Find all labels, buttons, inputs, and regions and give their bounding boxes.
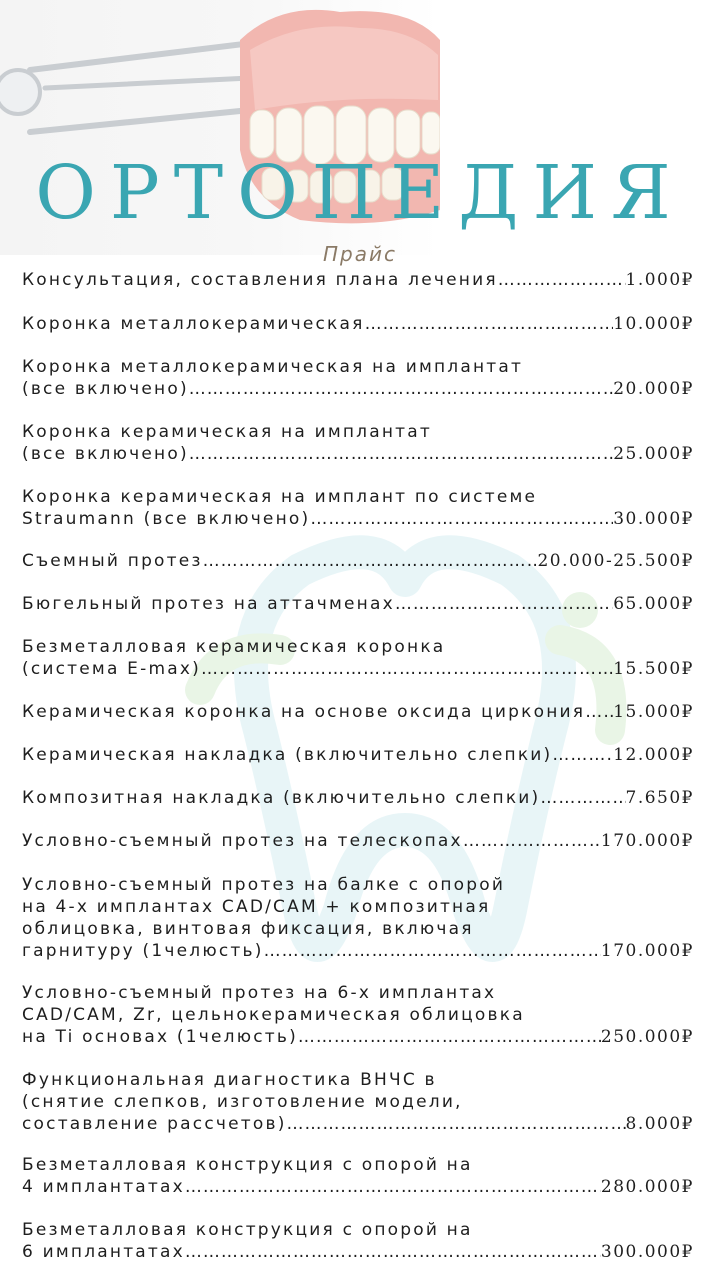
price-item bbox=[22, 313, 694, 335]
price-item-last-line bbox=[22, 313, 694, 335]
service-name: Безметалловая керамическая коронка bbox=[22, 637, 446, 657]
service-name: CAD/CAM, Zr, цельнокерамическая облицовка bbox=[22, 1005, 525, 1025]
price-item-last-line bbox=[22, 658, 694, 680]
price-item-last-line bbox=[22, 940, 694, 962]
price-item-line bbox=[22, 486, 694, 508]
service-name: Коронка керамическая на имплант по системе bbox=[22, 487, 538, 507]
dot-leader bbox=[189, 443, 613, 465]
service-name: гарнитуру (1челюсть) bbox=[22, 941, 264, 961]
price-item-line bbox=[22, 1219, 694, 1241]
price-item-last-line bbox=[22, 744, 694, 766]
service-name: Безметалловая конструкция с опорой на bbox=[22, 1155, 473, 1175]
dot-leader bbox=[498, 269, 626, 291]
service-name: Композитная накладка (включительно слепки) bbox=[22, 788, 541, 808]
service-price: 15.500₽ bbox=[613, 659, 694, 679]
service-name: (снятие слепков, изготовление модели, bbox=[22, 1092, 463, 1112]
dot-leader bbox=[201, 658, 613, 680]
price-item bbox=[22, 593, 694, 615]
service-name: Коронка металлокерамическая на имплантат bbox=[22, 357, 524, 377]
service-name: (система E-max) bbox=[22, 659, 201, 679]
dot-leader bbox=[585, 701, 613, 723]
price-item bbox=[22, 830, 694, 852]
price-item-last-line bbox=[22, 1113, 694, 1135]
dot-leader bbox=[185, 1176, 601, 1198]
service-name: Съемный протез bbox=[22, 551, 203, 571]
service-price: 170.000₽ bbox=[600, 831, 694, 851]
service-price: 30.000₽ bbox=[613, 509, 694, 529]
dot-leader bbox=[463, 830, 601, 852]
service-price: 250.000₽ bbox=[600, 1027, 694, 1047]
price-item-last-line bbox=[22, 508, 694, 530]
price-item bbox=[22, 421, 694, 465]
service-name: облицовка, винтовая фиксация, включая bbox=[22, 919, 474, 939]
service-price: 1.000₽ bbox=[625, 270, 694, 290]
price-item-last-line bbox=[22, 593, 694, 615]
service-name: Straumann (все включено) bbox=[22, 509, 311, 529]
price-item-last-line bbox=[22, 701, 694, 723]
service-name: Коронка керамическая на имплантат bbox=[22, 422, 432, 442]
price-item-line bbox=[22, 896, 694, 918]
service-price: 10.000₽ bbox=[613, 314, 694, 334]
service-price: 280.000₽ bbox=[600, 1177, 694, 1197]
service-name: Коронка металлокерамическая bbox=[22, 314, 365, 334]
service-name: на Ti основах (1челюсть) bbox=[22, 1027, 298, 1047]
service-price: 170.000₽ bbox=[600, 941, 694, 961]
price-item-line bbox=[22, 421, 694, 443]
service-name: Условно-съемный протез на балке с опорой bbox=[22, 875, 506, 895]
service-name: составление рассчетов) bbox=[22, 1114, 287, 1134]
price-item-last-line bbox=[22, 1026, 694, 1048]
price-item-line bbox=[22, 1091, 694, 1113]
service-name: Керамическая накладка (включительно слепки) bbox=[22, 745, 553, 765]
dot-leader bbox=[552, 744, 613, 766]
dot-leader bbox=[310, 508, 613, 530]
service-name: Бюгельный протез на аттачменах bbox=[22, 594, 395, 614]
dot-leader bbox=[203, 550, 538, 572]
dot-leader bbox=[264, 940, 601, 962]
price-item bbox=[22, 356, 694, 400]
dot-leader bbox=[540, 787, 625, 809]
service-price: 15.000₽ bbox=[613, 702, 694, 722]
service-name: Керамическая коронка на основе оксида циркония bbox=[22, 702, 586, 722]
dot-leader bbox=[365, 313, 614, 335]
price-item bbox=[22, 550, 694, 572]
price-item-line bbox=[22, 982, 694, 1004]
price-item-line bbox=[22, 918, 694, 940]
price-item-last-line bbox=[22, 269, 694, 291]
service-price: 7.650₽ bbox=[625, 788, 694, 808]
dot-leader bbox=[298, 1026, 601, 1048]
price-item-line bbox=[22, 1154, 694, 1176]
service-name: Условно-съемный протез на 6-х имплантах bbox=[22, 983, 497, 1003]
price-item-line bbox=[22, 356, 694, 378]
price-item bbox=[22, 1069, 694, 1135]
price-item bbox=[22, 874, 694, 962]
price-item bbox=[22, 787, 694, 809]
service-name: на 4-х имплантах CAD/CAM + композитная bbox=[22, 897, 491, 917]
service-name: (все включено) bbox=[22, 379, 189, 399]
service-name: Безметалловая конструкция с опорой на bbox=[22, 1220, 473, 1240]
price-item bbox=[22, 982, 694, 1048]
price-item bbox=[22, 744, 694, 766]
service-price: 25.000₽ bbox=[613, 444, 694, 464]
page-title: ОРТОПЕДИЯ bbox=[35, 150, 685, 236]
price-item-last-line bbox=[22, 787, 694, 809]
price-item bbox=[22, 701, 694, 723]
page-subtitle: Прайс bbox=[323, 242, 397, 266]
service-name: Функциональная диагностика ВНЧС в bbox=[22, 1070, 437, 1090]
service-name: 6 имплантатах bbox=[22, 1242, 185, 1262]
price-item-last-line bbox=[22, 830, 694, 852]
service-name: (все включено) bbox=[22, 444, 189, 464]
service-price: 12.000₽ bbox=[613, 745, 694, 765]
dot-leader bbox=[287, 1113, 626, 1135]
price-item bbox=[22, 1219, 694, 1263]
service-price: 65.000₽ bbox=[613, 594, 694, 614]
price-item-last-line bbox=[22, 1176, 694, 1198]
price-item-last-line bbox=[22, 1241, 694, 1263]
service-name: 4 имплантатах bbox=[22, 1177, 185, 1197]
dot-leader bbox=[185, 1241, 601, 1263]
service-price: 20.000₽ bbox=[613, 379, 694, 399]
dot-leader bbox=[395, 593, 613, 615]
service-price: 20.000-25.500₽ bbox=[537, 551, 694, 571]
service-name: Консультация, составления плана лечения bbox=[22, 270, 498, 290]
price-item bbox=[22, 486, 694, 530]
service-name: Условно-съемный протез на телескопах bbox=[22, 831, 463, 851]
price-item-line bbox=[22, 1004, 694, 1026]
price-item-last-line bbox=[22, 550, 694, 572]
service-price: 300.000₽ bbox=[600, 1242, 694, 1262]
price-item bbox=[22, 636, 694, 680]
price-item-line bbox=[22, 636, 694, 658]
price-item-last-line bbox=[22, 443, 694, 465]
price-item-line bbox=[22, 1069, 694, 1091]
price-item-last-line bbox=[22, 378, 694, 400]
price-item bbox=[22, 269, 694, 291]
service-price: 8.000₽ bbox=[625, 1114, 694, 1134]
dot-leader bbox=[189, 378, 613, 400]
price-item-line bbox=[22, 874, 694, 896]
price-item bbox=[22, 1154, 694, 1198]
